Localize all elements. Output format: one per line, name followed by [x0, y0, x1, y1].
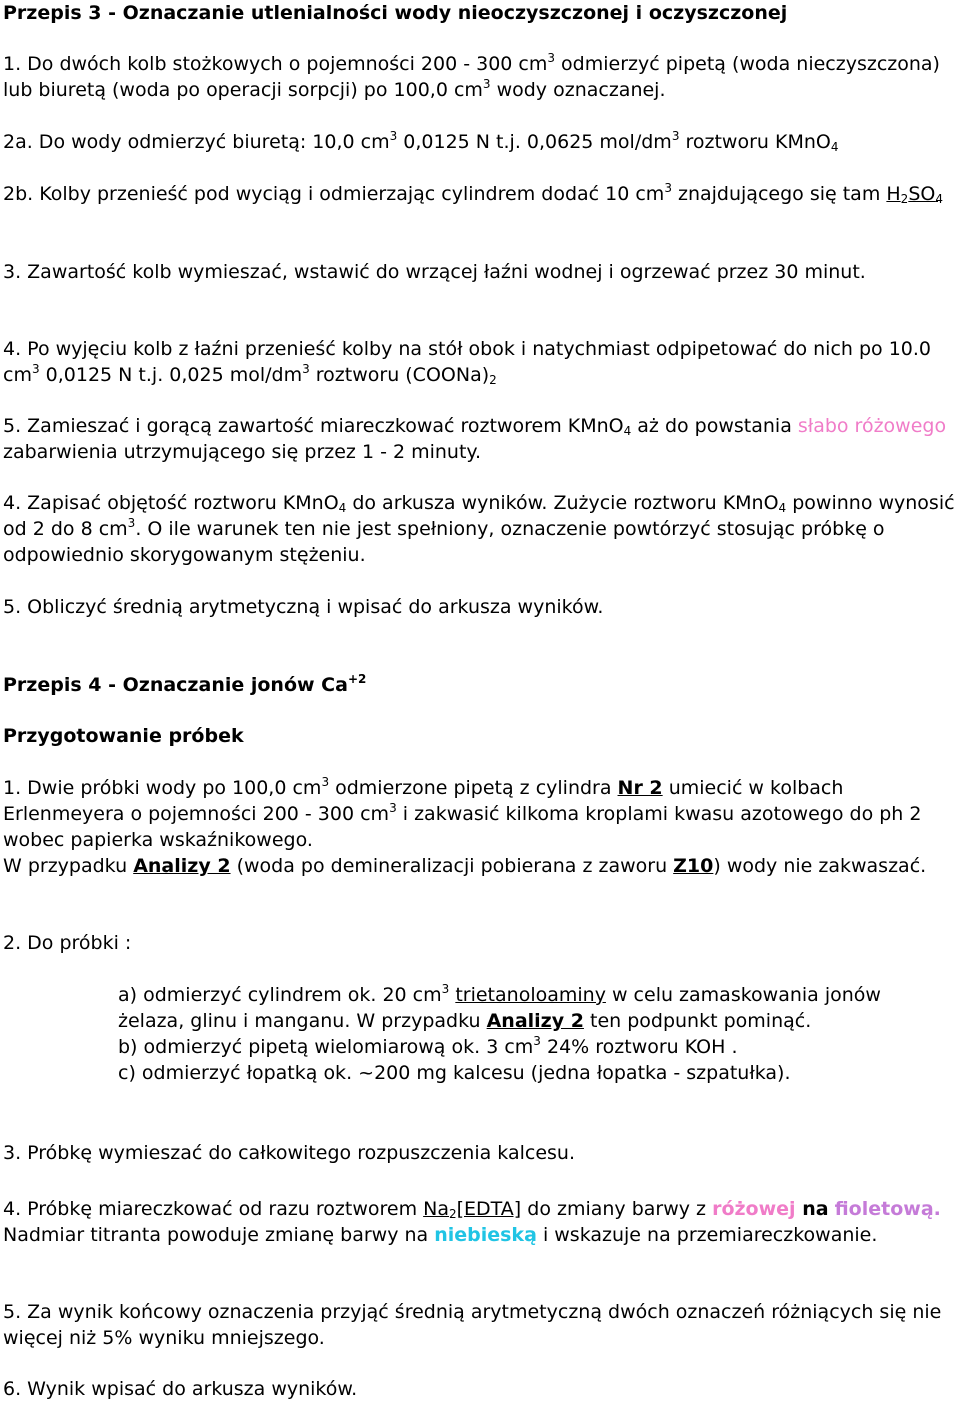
recipe4-subtitle: Przygotowanie próbek	[3, 725, 244, 747]
recipe3-step-2b: 2b. Kolby przenieść pod wyciąg i odmierzając cylindrem dodać 10 $cm^3$ znajdującego się tam $H_2SO_4$	[3, 181, 943, 206]
recipe4-step-3: 3. Próbkę wymieszać do całkowitego rozpuszczenia kalcesu.	[3, 1142, 575, 1164]
recipe4-step-4: 4. Próbkę miareczkować od razu roztworem $Na_2[EDTA]$ do zmiany barwy z różowej na fioletową. Nadmiar titranta powoduje zmianę barwy na niebieską i wskazuje na przemiareczkowanie.	[3, 1198, 941, 1246]
recipe3-step-4: 4. Po wyjęciu kolb z łaźni przenieść kolby na stół obok i natychmiast odpipetować do nich po 10.0 $cm^3$ 0,0125 N t.j. 0,025 mol/$dm^3$ roztworu $(COONa)_2$	[3, 338, 932, 387]
recipe3-step-average: 5. Obliczyć średnią arytmetyczną i wpisać do arkusza wyników.	[3, 596, 604, 618]
recipe3-step-record: 4. Zapisać objętość roztworu KMnO$_4$ do arkusza wyników. Zużycie roztworu KMnO$_4$ powinno wynosić od 2 do 8 $cm^3$. O ile warunek ten nie jest spełniony, oznaczenie powtórzyć stosując próbkę o odpowiednio skorygowanym stężeniu.	[3, 492, 955, 566]
recipe3-step-3: 3. Zawartość kolb wymieszać, wstawić do wrzącej łaźni wodnej i ogrzewać przez 30 minut.	[3, 261, 866, 283]
recipe4-step-6: 6. Wynik wpisać do arkusza wyników.	[3, 1378, 358, 1400]
recipe3-step-2a: 2a. Do wody odmierzyć biuretą: 10,0 $cm^3$ 0,0125 N t.j. 0,0625 mol/$dm^3$ roztworu KMnO$_4$	[3, 129, 839, 154]
substep-a: a) odmierzyć cylindrem ok. 20 $cm^3$ trietanoloaminy w celu zamaskowania jonów żelaza, glinu i manganu. W przypadku Analizy 2 ten podpunkt pominąć.	[118, 982, 881, 1032]
substep-c: c) odmierzyć łopatką ok. ~200 mg kalcesu (jedna łopatka - szpatułka).	[118, 1062, 791, 1084]
h2so4-formula: $H_2SO_4$	[886, 183, 943, 206]
recipe4-step-5: 5. Za wynik końcowy oznaczenia przyjąć średnią arytmetyczną dwóch oznaczeń różniących się nie więcej niż 5% wyniku mniejszego.	[3, 1301, 942, 1349]
recipe4-step-1: 1. Dwie próbki wody po 100,0 $cm^3$ odmierzone pipetą z cylindra Nr 2 umiecić w kolbach Erlenmeyera o pojemności 200 - 300 $cm^3$ i zakwasić kilkoma kroplami kwasu azotowego do ph 2 wobec papierka wskaźnikowego. W przypadku Analizy 2 (woda po demineralizacji pobierana z zaworu Z10) wody nie zakwaszać.	[3, 775, 927, 877]
recipe4-substeps	[3, 982, 958, 1086]
recipe3-title: Przepis 3 - Oznaczanie utlenialności wody nieoczyszczonej i oczyszczonej	[3, 2, 788, 24]
pink-color-text: słabo różowego	[797, 415, 947, 437]
recipe3-step-5: 5. Zamieszać i gorącą zawartość miareczkować roztworem KMnO$_4$ aż do powstania słabo różowego zabarwienia utrzymującego się przez 1 - 2 minuty.	[3, 415, 947, 463]
na2edta-formula: $Na_2[EDTA]$	[423, 1198, 522, 1221]
recipe4-step-2: 2. Do próbki :	[3, 932, 132, 954]
recipe3-step-1: 1. Do dwóch kolb stożkowych o pojemności 200 - 300 $cm^3$ odmierzyć pipetą (woda nieczyszczona) lub biuretą (woda po operacji sorpcji) po 100,0 $cm^3$ wody oznaczanej.	[3, 51, 940, 101]
substep-b: b) odmierzyć pipetą wielomiarową ok. 3 $cm^3$ 24% roztworu KOH .	[118, 1034, 738, 1058]
recipe4-title: Przepis 4 - Oznaczanie jonów $Ca^{+2}$	[3, 672, 367, 696]
